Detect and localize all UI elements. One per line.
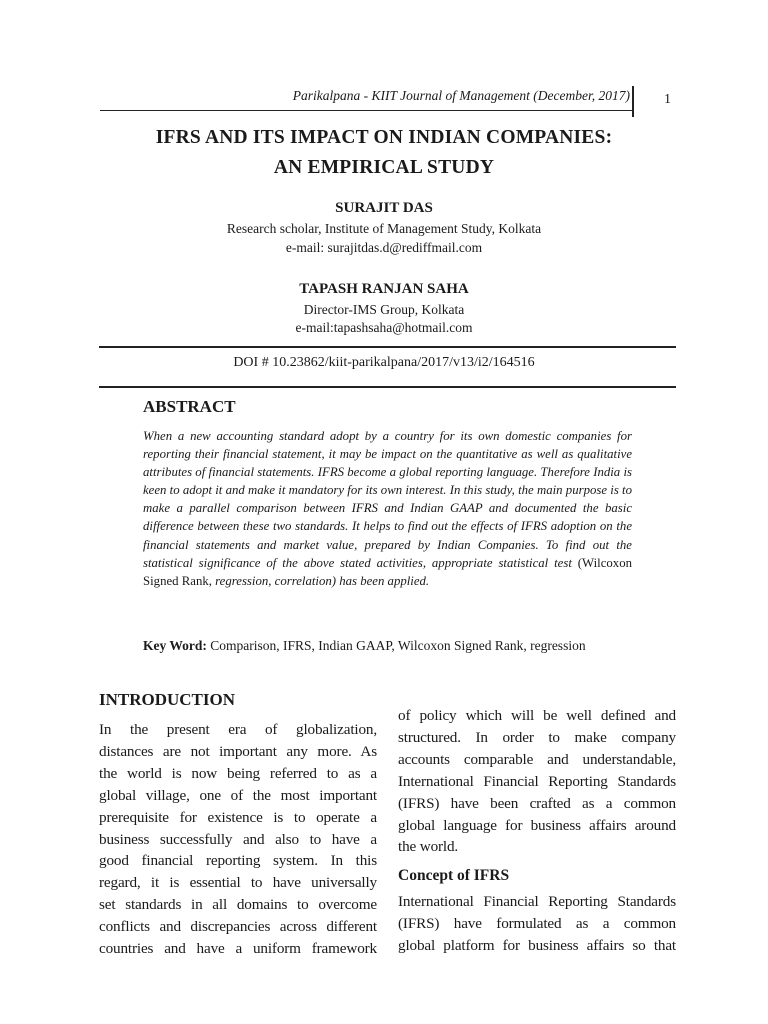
text-line: structured. In order to make company xyxy=(398,728,676,746)
doi: DOI # 10.23862/kiit-parikalpana/2017/v13/i2/164516 xyxy=(233,355,535,370)
abstract-text-upright: (Wilcoxon Signed Rank, xyxy=(143,555,632,588)
running-head: Parikalpana - KIIT Journal of Management (December, 2017) xyxy=(292,88,630,103)
page-number: 1 xyxy=(664,92,671,107)
text-line: global village, one of the most important xyxy=(99,786,377,804)
text-line: (IFRS) have formulated as a common xyxy=(398,914,676,932)
text-line: business successfully and also to have a xyxy=(99,830,377,848)
header-vertical-rule xyxy=(632,86,634,117)
header-rule xyxy=(100,110,633,111)
author-email: e-mail: surajitdas.d@rediffmail.com xyxy=(285,240,483,255)
abstract-heading: ABSTRACT xyxy=(143,397,236,416)
text-line: (IFRS) have been crafted as a common xyxy=(398,794,676,812)
concept-column xyxy=(398,891,676,957)
text-line: International Financial Reporting Standards xyxy=(398,772,676,790)
text-line: global language for business affairs around xyxy=(398,816,676,834)
paper-title-line-2: AN EMPIRICAL STUDY xyxy=(273,157,495,178)
abstract-text-end: regression, correlation) has been applied. xyxy=(215,573,430,588)
text-line: global platform for business affairs so that xyxy=(398,936,676,954)
author-affiliation: Research scholar, Institute of Management Study, Kolkata xyxy=(226,221,542,236)
text-line: conflicts and discrepancies across different xyxy=(99,918,377,936)
keywords-label: Key Word: xyxy=(143,638,207,653)
text-line: the world is now being referred to as a xyxy=(99,764,377,782)
concept-heading: Concept of IFRS xyxy=(398,867,510,884)
text-line: good financial reporting system. In this xyxy=(99,852,377,870)
text-line: distances are not important any more. As xyxy=(99,742,377,760)
text-line: International Financial Reporting Standards xyxy=(398,893,676,910)
keywords-value: Comparison, IFRS, Indian GAAP, Wilcoxon Signed Rank, regression xyxy=(206,638,586,653)
text-line: countries and have a uniform framework xyxy=(99,940,377,958)
keywords xyxy=(143,638,586,654)
author-name: SURAJIT DAS xyxy=(335,200,433,216)
paper-title-line-1: IFRS AND ITS IMPACT ON INDIAN COMPANIES: xyxy=(155,127,613,148)
author-email: e-mail:tapashsaha@hotmail.com xyxy=(295,320,473,335)
text-line: accounts comparable and understandable, xyxy=(398,750,676,768)
text-line: the world. xyxy=(398,838,459,856)
divider-bottom xyxy=(99,386,676,388)
author-affiliation: Director-IMS Group, Kolkata xyxy=(303,302,465,317)
author-name: TAPASH RANJAN SAHA xyxy=(299,281,469,297)
introduction-heading: INTRODUCTION xyxy=(99,690,236,709)
text-line: of policy which will be well defined and xyxy=(398,707,676,724)
divider-top xyxy=(99,346,676,348)
text-line: regard, it is essential to have universally xyxy=(99,874,377,892)
text-line: set standards in all domains to overcome xyxy=(99,896,377,914)
abstract-body xyxy=(143,427,632,590)
text-line: prerequisite for existence is to operate a xyxy=(99,808,377,826)
abstract-text: When a new accounting standard adopt by a country for its own domestic companies for reporting their financial statement, it may be impact on the quantitative as well as qualitative attributes of financial statements. IFRS become a global reporting language. Therefore India is keen to adopt it and make it mandatory for its own interest. In this study, the main purpose is to make a parallel comparison between IFRS and Indian GAAP and documented the basic difference between these two standards. It helps to find out the effects of IFRS adoption on the financial statements and market value, prepared by Indian Companies. To find out the statistical significance of the above stated activities, appropriate statistical test xyxy=(143,429,632,570)
introduction-right-column xyxy=(398,705,676,858)
text-line: In the present era of globalization, xyxy=(99,721,377,738)
introduction-left-column xyxy=(99,719,377,960)
